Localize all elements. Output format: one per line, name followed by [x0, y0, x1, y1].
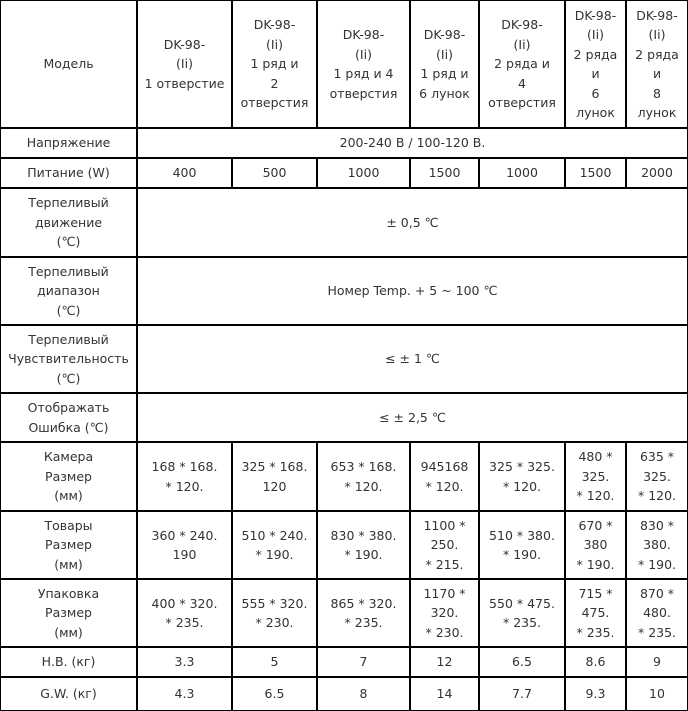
row-label: Упаковка Размер (мм) [0, 579, 137, 647]
value-cell: ≤ ± 2,5 ℃ [137, 393, 688, 442]
value-cell: 325 * 168. 120 [232, 442, 317, 511]
value-cell: 3.3 [137, 647, 232, 677]
value-cell: Номер Temp. + 5 ~ 100 ℃ [137, 257, 688, 325]
model-cell: DK-98- (Ii) 1 ряд и 6 лунок [410, 0, 479, 128]
value-cell: 550 * 475. * 235. [479, 579, 565, 647]
value-cell: 7 [317, 647, 410, 677]
value-cell: 555 * 320. * 230. [232, 579, 317, 647]
row-voltage [0, 128, 688, 158]
value-cell: 480 * 325. * 120. [565, 442, 626, 511]
row-label: Камера Размер (мм) [0, 442, 137, 511]
value-cell: 168 * 168. * 120. [137, 442, 232, 511]
value-cell: 7.7 [479, 677, 565, 711]
row-label: Терпеливый движение (℃) [0, 188, 137, 257]
value-cell: 670 * 380 * 190. [565, 511, 626, 579]
value-cell: 5 [232, 647, 317, 677]
value-cell: 8 [317, 677, 410, 711]
model-cell: DK-98- (Ii) 1 ряд и 2 отверстия [232, 0, 317, 128]
value-cell: 865 * 320. * 235. [317, 579, 410, 647]
row-model [0, 0, 688, 128]
value-cell: 9 [626, 647, 688, 677]
value-cell: 200-240 В / 100-120 В. [137, 128, 688, 158]
value-cell: 325 * 325. * 120. [479, 442, 565, 511]
row-temp-sensitivity [0, 325, 688, 393]
value-cell: 9.3 [565, 677, 626, 711]
value-cell: ≤ ± 1 ℃ [137, 325, 688, 393]
row-label: Напряжение [0, 128, 137, 158]
value-cell: 6.5 [232, 677, 317, 711]
row-power [0, 158, 688, 188]
row-temp-range [0, 257, 688, 325]
value-cell: 400 * 320. * 235. [137, 579, 232, 647]
row-display-error [0, 393, 688, 442]
row-label: Отображать Ошибка (℃) [0, 393, 137, 442]
value-cell: 12 [410, 647, 479, 677]
model-cell: DK-98- (Ii) 1 отверстие [137, 0, 232, 128]
model-cell: DK-98- (Ii) 2 ряда и 4 отверстия [479, 0, 565, 128]
value-cell: 2000 [626, 158, 688, 188]
value-cell: ± 0,5 ℃ [137, 188, 688, 257]
row-label: Модель [0, 0, 137, 128]
value-cell: 715 * 475. * 235. [565, 579, 626, 647]
row-label: Питание (W) [0, 158, 137, 188]
value-cell: 870 * 480. * 235. [626, 579, 688, 647]
value-cell: 6.5 [479, 647, 565, 677]
value-cell: 653 * 168. * 120. [317, 442, 410, 511]
row-package-size [0, 579, 688, 647]
value-cell: 510 * 380. * 190. [479, 511, 565, 579]
value-cell: 830 * 380. * 190. [626, 511, 688, 579]
value-cell: 635 * 325. * 120. [626, 442, 688, 511]
value-cell: 14 [410, 677, 479, 711]
value-cell: 10 [626, 677, 688, 711]
row-gross-weight [0, 677, 688, 711]
value-cell: 400 [137, 158, 232, 188]
value-cell: 4.3 [137, 677, 232, 711]
row-goods-size [0, 511, 688, 579]
row-temp-movement [0, 188, 688, 257]
model-cell: DK-98- (Ii) 2 ряда и 8 лунок [626, 0, 688, 128]
value-cell: 360 * 240. 190 [137, 511, 232, 579]
row-label: Терпеливый Чувствительность (℃) [0, 325, 137, 393]
value-cell: 945168 * 120. [410, 442, 479, 511]
value-cell: 510 * 240. * 190. [232, 511, 317, 579]
row-label: Товары Размер (мм) [0, 511, 137, 579]
model-cell: DK-98- (Ii) 1 ряд и 4 отверстия [317, 0, 410, 128]
value-cell: 1100 * 250. * 215. [410, 511, 479, 579]
row-net-weight [0, 647, 688, 677]
value-cell: 1000 [479, 158, 565, 188]
value-cell: 500 [232, 158, 317, 188]
value-cell: 1500 [410, 158, 479, 188]
row-label: Н.В. (кг) [0, 647, 137, 677]
row-chamber-size [0, 442, 688, 511]
value-cell: 1000 [317, 158, 410, 188]
row-label: Терпеливый диапазон (℃) [0, 257, 137, 325]
model-cell: DK-98- (Ii) 2 ряда и 6 лунок [565, 0, 626, 128]
value-cell: 8.6 [565, 647, 626, 677]
value-cell: 1170 * 320. * 230. [410, 579, 479, 647]
row-label: G.W. (кг) [0, 677, 137, 711]
value-cell: 1500 [565, 158, 626, 188]
value-cell: 830 * 380. * 190. [317, 511, 410, 579]
